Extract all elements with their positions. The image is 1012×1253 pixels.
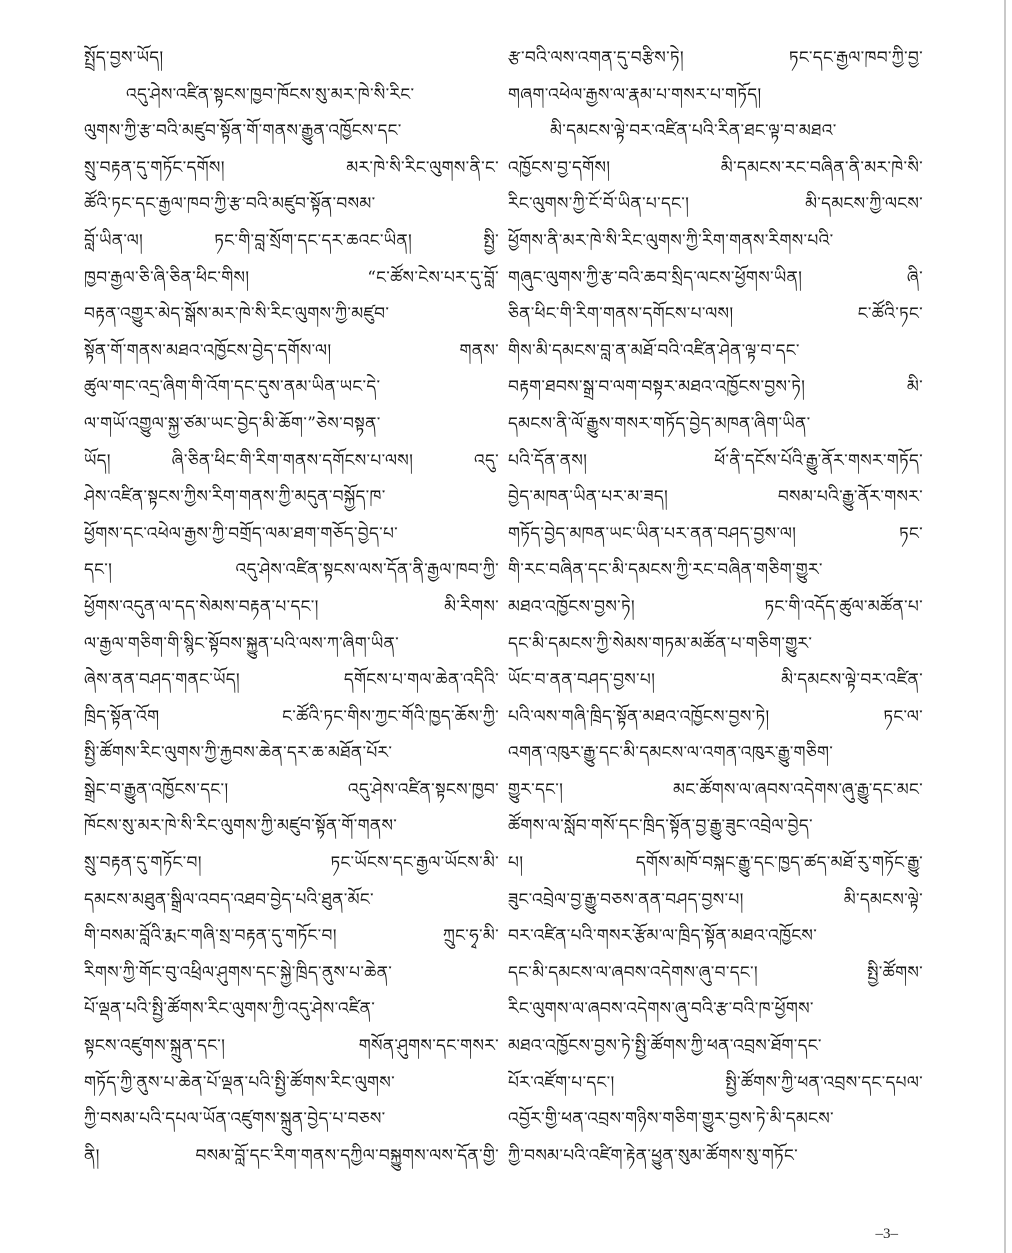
- text-line: དང་མི་དམངས་ཀྱི་སེམས་གཏམ་མཚོན་པ་གཅིག་གྱུར་: [508, 633, 813, 654]
- text-line: གི་བསམ་བློའི་རྨང་གཞི་སྲ་བརྟན་དུ་གཏོང་བ། ཀྲུང་ཧྭ་མི་: [84, 926, 499, 947]
- text-line: བློ་ཡིན་ལ། ཏང་གི་བླ་སྲོག་དང་དར་ཆའང་ཡིན། སྤྱི་: [84, 230, 499, 251]
- text-line: ཕྱོགས་ནི་མར་ཁེ་སི་རིང་ལུགས་ཀྱི་རིག་གནས་རིགས་པའི་: [508, 230, 834, 251]
- text-line: པའི་ལས་གཞི་ཁྲིད་སྟོན་མཐའ་འཁྱོངས་བྱས་ཏེ། ཏང་ལ་: [508, 706, 923, 727]
- text-line: འབྱོར་གྱི་ཕན་འབྲས་གཉིས་གཅིག་གྱུར་བྱས་ཏེ་མི་དམངས་: [508, 1109, 834, 1130]
- text-line: རིགས་ཀྱི་གོང་བུ་འཕྲིལ་ཤུགས་དང་སྐྱེ་ཁྲིད་ནུས་པ་ཆེན་: [84, 962, 393, 983]
- text-line: གཏོད་བྱེད་མཁན་ཡང་ཡིན་པར་ནན་བཤད་བྱས་ལ། ཏང་: [508, 523, 923, 544]
- text-line: སྲུ་བརྟན་དུ་གཏོང་བ། ཏང་ཡོངས་དང་རྒྱལ་ཡོངས་མི་: [84, 853, 499, 874]
- text-line: སྟོན་གོ་གནས་མཐའ་འཁྱོངས་བྱེད་དགོས་ལ། གནས་: [84, 340, 499, 361]
- text-line: ཁྱབ་རྒྱལ་ཅི་ཞི་ཅིན་ཕིང་གིས། “ང་ཚོས་ངེས་པར་དུ་བློ་: [84, 267, 499, 288]
- text-line: རིང་ལུགས་ཀྱི་ངོ་བོ་ཡིན་པ་དང་། མི་དམངས་ཀྱི་ལངས་: [508, 194, 923, 215]
- text-line: རིང་ལུགས་ལ་ཞབས་འདེགས་ཞུ་བའི་རྩ་བའི་ཁ་ཕྱོགས་: [508, 999, 814, 1020]
- text-line: བྱེད་མཁན་ཡིན་པར་མ་ཟད། བསམ་པའི་རྒྱུ་ནོར་གསར་: [508, 487, 923, 508]
- page-number: –3–: [875, 1226, 898, 1242]
- left-text-column: [84, 40, 499, 1174]
- text-line: གི་རང་བཞིན་དང་མི་དམངས་ཀྱི་རང་བཞིན་གཅིག་གྱུར་: [508, 560, 823, 581]
- text-line: ཅིན་ཕིང་གི་རིག་གནས་དགོངས་པ་ལས། ང་ཚོའི་ཏང་: [508, 304, 923, 325]
- text-line: ཚོའི་ཏང་དང་རྒྱལ་ཁབ་ཀྱི་རྩ་བའི་མཛུབ་སྟོན་བསམ་: [84, 194, 376, 215]
- text-line: ཀྱི་བསམ་པའི་དཔལ་ཡོན་འཛུགས་སྐྲུན་བྱེད་པ་བཅས་: [84, 1109, 386, 1130]
- text-line: བརྟག་ཐབས་སྒྲ་བ་ལག་བསྟར་མཐའ་འཁྱོངས་བྱས་ཏེ། མི་: [508, 377, 923, 398]
- text-line: གཞག་འཕེལ་རྒྱས་ལ་རྣམ་པ་གསར་པ་གཏོད།: [508, 84, 762, 105]
- text-line: པའི་དོན་ནས། ཕོ་ནི་དངོས་པོའི་རྒྱུ་ནོར་གསར་གཏོད་: [508, 450, 923, 471]
- text-line: མཐའ་འཁྱོངས་བྱས་ཏེ། ཏང་གི་འདོད་ཚུལ་མཚོན་པ་: [508, 596, 923, 617]
- text-line: པོ་ལྡན་པའི་སྤྱི་ཚོགས་རིང་ལུགས་ཀྱི་འདུ་ཤེས་འཛིན་: [84, 999, 376, 1020]
- text-line: པ། དགོས་མཁོ་བསྐང་རྒྱུ་དང་ཁྱད་ཚད་མཐོ་རུ་གཏོང་རྒྱུ་: [508, 853, 923, 874]
- text-line: ལུགས་ཀྱི་རྩ་བའི་མཛུབ་སྟོན་གོ་གནས་རྒྱུན་འཁྱོངས་དང་: [84, 121, 402, 142]
- text-line: གཏོད་ཀྱི་ནུས་པ་ཆེན་པོ་ལྡན་པའི་སྤྱི་ཚོགས་རིང་ལུགས་: [84, 1072, 395, 1093]
- text-line: ཚུལ་གང་འདྲ་ཞིག་གི་འོག་དང་དུས་ནམ་ཡིན་ཡང་དེ་: [84, 377, 381, 398]
- text-line: དམངས་མཐུན་སྒྲིལ་འབད་འཐབ་བྱེད་པའི་ཐུན་མོང་: [84, 889, 374, 910]
- text-line: མཐའ་འཁྱོངས་བྱས་ཏེ་སྤྱི་ཚོགས་ཀྱི་ཕན་འབྲས་ཐོག་དང་: [508, 1036, 822, 1057]
- text-line: འདུ་ཤེས་འཛིན་སྟངས་ཁྱབ་ཁོངས་སུ་མར་ཁེ་སི་རིང་: [126, 84, 415, 105]
- text-line: གཞུང་ལུགས་ཀྱི་རྩ་བའི་ཆབ་སྲིད་ལངས་ཕྱོགས་ཡིན། ཞི་: [508, 267, 923, 288]
- text-line: སྤྱི་ཚོགས་རིང་ལུགས་ཀྱི་རྐྱབས་ཆེན་དར་ཆ་མཐོན་པོར་: [84, 743, 393, 764]
- text-line: ཡོང་བ་ནན་བཤད་བྱས་པ། མི་དམངས་ལྟེ་བར་འཛིན་: [508, 670, 923, 691]
- text-line: ཕྱོགས་འདུན་ལ་དད་སེམས་བརྟན་པ་དང་། མི་རིགས་: [84, 596, 499, 617]
- text-line: ཞེས་ནན་བཤད་གནང་ཡོད། དགོངས་པ་གལ་ཆེན་འདིའི་: [84, 670, 499, 691]
- text-line: དང་། འདུ་ཤེས་འཛིན་སྟངས་ལས་དོན་ནི་རྒྱལ་ཁབ་ཀྱི་: [84, 560, 499, 581]
- text-line: སྤྲོད་བྱས་ཡོད།: [84, 48, 164, 68]
- text-line: དམངས་ནི་ལོ་རྒྱུས་གསར་གཏོད་བྱེད་མཁན་ཞིག་ཡིན་: [508, 413, 811, 434]
- text-line: བརྟན་འགྱུར་མེད་སྒོས་མར་ཁེ་སི་རིང་ལུགས་ཀྱི་མཛུབ་: [84, 304, 390, 325]
- text-line: མི་དམངས་ལྟེ་བར་འཛིན་པའི་རིན་ཐང་ལྟ་བ་མཐའ་: [550, 121, 837, 142]
- text-line: པོར་འཛོག་པ་དང་། སྤྱི་ཚོགས་ཀྱི་ཕན་འབྲས་དང་དཔལ་: [508, 1072, 923, 1093]
- text-line: ཟུང་འབྲེལ་བྱ་རྒྱུ་བཅས་ནན་བཤད་བྱས་པ། མི་དམངས་ལྟེ་: [508, 889, 923, 910]
- text-line: འཁྱོངས་བྱ་དགོས། མི་དམངས་རང་བཞིན་ནི་མར་ཁེ་སི་: [508, 157, 923, 178]
- text-line: ཁྲིད་སྟོན་འོག ང་ཚོའི་ཏང་གིས་ཀྱང་གོའི་ཁྱད་ཆོས་ཀྱི་: [84, 706, 499, 727]
- text-line: གྱུར་དང་། མང་ཚོགས་ལ་ཞབས་འདེགས་ཞུ་རྒྱུ་དང་མང་: [508, 779, 923, 800]
- text-line: ཚོགས་ལ་སློབ་གསོ་དང་ཁྲིད་སྟོན་བྱ་རྒྱུ་ཟུང་འབྲེལ་བྱེད་: [508, 816, 813, 837]
- text-line: རྩ་བའི་ལས་འགན་དུ་བརྩིས་ཏེ། ཏང་དང་རྒྱལ་ཁབ་ཀྱི་བྱ་: [508, 48, 923, 68]
- text-line: ཡོད། ཞི་ཅིན་ཕིང་གི་རིག་གནས་དགོངས་པ་ལས། འདུ་: [84, 450, 499, 471]
- text-line: ལ་གཡོ་འགྱུལ་སྐྱ་ཙམ་ཡང་བྱེད་མི་ཆོག་”ཅེས་བསྟན་: [84, 413, 381, 434]
- text-line: ཁོངས་སུ་མར་ཁེ་སི་རིང་ལུགས་ཀྱི་མཛུབ་སྟོན་གོ་གནས་: [84, 816, 398, 837]
- text-line: འགན་འཁུར་རྒྱུ་དང་མི་དམངས་ལ་འགན་འཁུར་རྒྱུ་གཅིག་: [508, 743, 834, 764]
- text-line: བར་འཛིན་པའི་གསར་རྩོམ་ལ་ཁྲིད་སྟོན་མཐའ་འཁྱོངས་: [508, 926, 818, 947]
- text-line: ནི། བསམ་བློ་དང་རིག་གནས་དཀྱིལ་བསྐྱུགས་ལས་དོན་གྱི་: [84, 1145, 499, 1166]
- text-line: ཀྱི་བསམ་པའི་འཛིག་རྟེན་ཕྱུན་སུམ་ཚོགས་སུ་གཏོང་: [508, 1145, 798, 1166]
- text-line: དང་མི་དམངས་ལ་ཞབས་འདེགས་ཞུ་བ་དང་། སྤྱི་ཚོགས་: [508, 962, 923, 983]
- text-line: སྲུ་བརྟན་དུ་གཏོང་དགོས། མར་ཁེ་སི་རིང་ལུགས་ནི་ང་: [84, 157, 499, 178]
- text-line: ལ་རྒྱལ་གཅིག་གི་སྙིང་སྟོབས་སྐྱུན་པའི་ལས་ཀ་ཞིག་ཡིན་: [84, 633, 399, 654]
- right-text-column: [508, 40, 923, 1174]
- text-line: ཕྱོགས་དང་འཕེལ་རྒྱས་ཀྱི་བགྲོད་ལམ་ཐག་གཅོད་བྱེད་པ་: [84, 523, 399, 544]
- page-edge-line: [1004, 0, 1006, 1253]
- text-line: སྒྲེང་བ་རྒྱུན་འཁྱོངས་དང་། འདུ་ཤེས་འཛིན་སྟངས་ཁྱབ་: [84, 779, 499, 800]
- text-line: གིས་མི་དམངས་བླ་ན་མཐོ་བའི་འཛིན་ཤེན་ལྟ་བ་དང་: [508, 340, 800, 361]
- text-line: ཤེས་འཛིན་སྟངས་ཀྱིས་རིག་གནས་ཀྱི་མདུན་བསྐྱོད་ཁ་: [84, 487, 386, 508]
- text-line: སྟངས་འཛུགས་སྐྲུན་དང་། གསོན་ཤུགས་དང་གསར་: [84, 1036, 499, 1057]
